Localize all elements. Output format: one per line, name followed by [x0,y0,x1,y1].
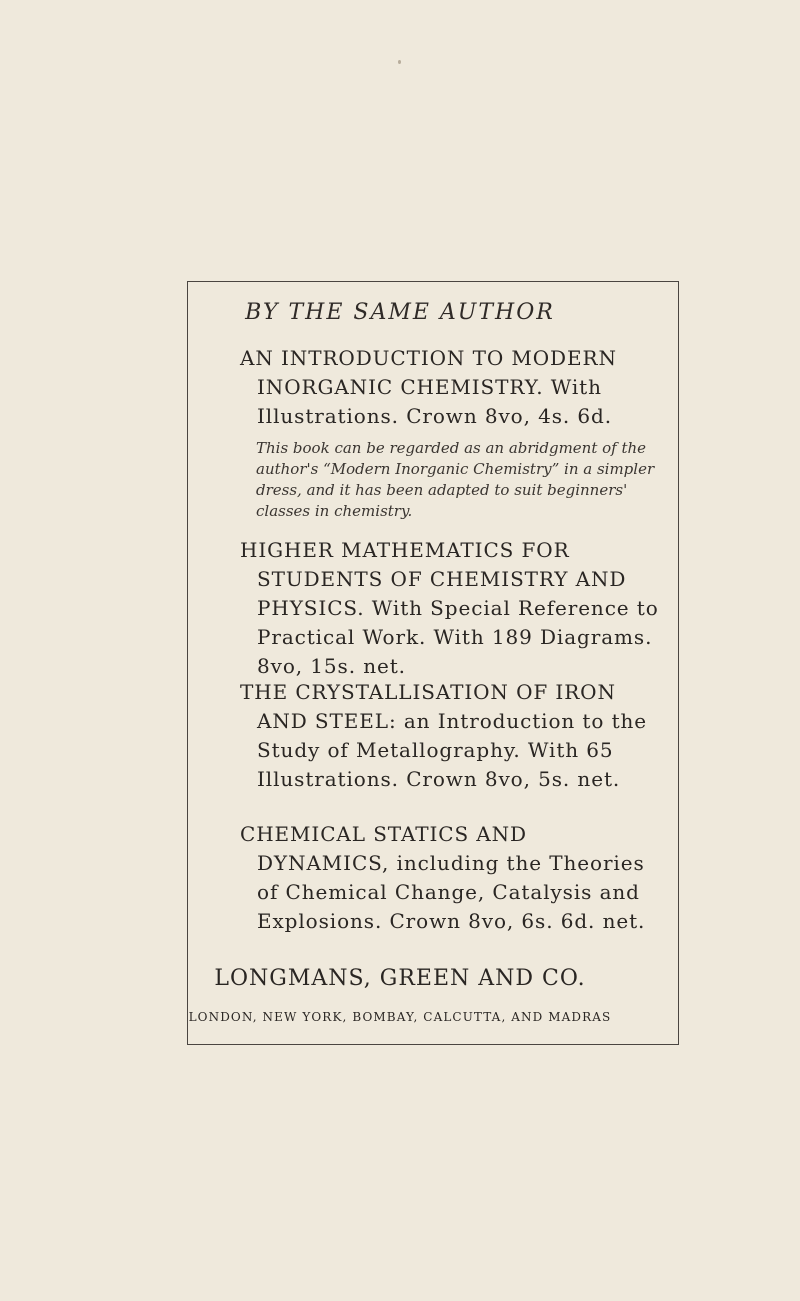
book-entry-text: THE CRYSTALLISATION OF IRON AND STEEL: an Introduction to the Study of Metallography. With 65 Illustrations. Crown 8vo, 5s. net. [240,680,648,791]
paper-speck [398,60,401,64]
publisher-name: LONGMANS, GREEN AND CO. [214,966,586,991]
publisher-locations: LONDON, NEW YORK, BOMBAY, CALCUTTA, AND MADRAS [188,1010,612,1024]
book-entry-text: CHEMICAL STATICS AND DYNAMICS, including the Theories of Chemical Change, Catalysis and Explosions. Crown 8vo, 6s. 6d. net. [240,822,646,933]
book-entry-higher-mathematics [240,536,660,681]
section-heading: BY THE SAME AUTHOR [245,300,555,325]
book-entry-text: HIGHER MATHEMATICS FOR STUDENTS OF CHEMISTRY AND PHYSICS. With Special Reference to Practical Work. With 189 Diagrams. 8vo, 15s. net. [240,538,659,678]
book-entry-text: AN INTRODUCTION TO MODERN INORGANIC CHEMISTRY. With Illustrations. Crown 8vo, 4s. 6d. [240,346,617,428]
book-entry-chemical-statics [240,820,660,936]
book-entry-crystallisation [240,678,660,794]
book-entry-note: This book can be regarded as an abridgment of the author's “Modern Inorganic Chemistry” in a simpler dress, and it has been adapted to suit beginners' classes in chemistry. [256,439,655,520]
book-entry-inorganic-chemistry [240,344,660,431]
